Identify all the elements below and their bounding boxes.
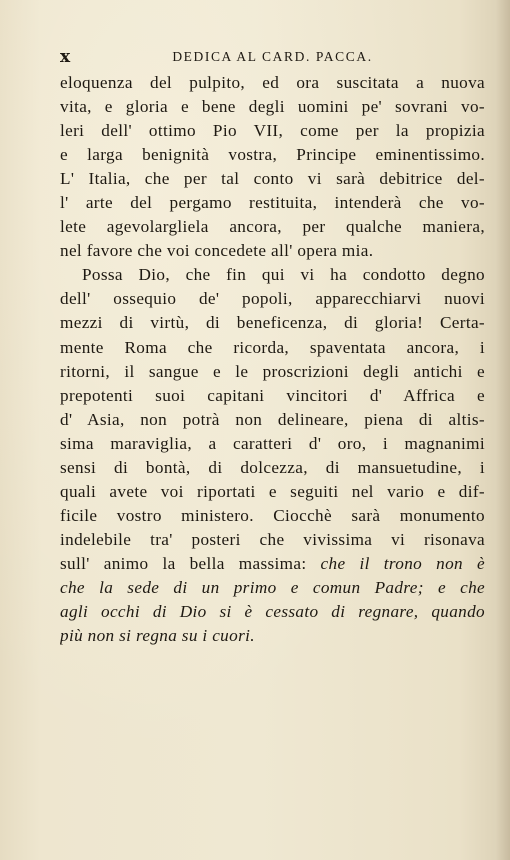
text-line <box>60 360 485 384</box>
text-line <box>60 624 485 648</box>
text-line <box>60 504 485 528</box>
text-segment: nel favore che voi concedete all' opera mia. <box>60 241 374 261</box>
page-number: x <box>60 47 71 67</box>
text-line <box>60 143 485 167</box>
text-segment: Possa Dio, che fin qui vi ha condotto degno <box>82 265 485 285</box>
text-line <box>60 95 485 119</box>
text-line <box>60 167 485 191</box>
text-segment: quali avete voi riportati e seguiti nel vario e dif- <box>60 481 485 501</box>
text-line <box>60 287 485 311</box>
italic-text-segment: che il trono non è <box>320 553 485 573</box>
text-line <box>60 215 485 239</box>
page-edge-shadow <box>496 0 510 860</box>
text-segment: leri dell' ottimo Pio VII, come per la propizia <box>60 121 485 141</box>
text-line <box>60 432 485 456</box>
body-text <box>60 71 485 648</box>
text-line <box>60 552 485 576</box>
text-segment: mente Roma che ricorda, spaventata ancora, i <box>60 337 485 357</box>
text-line <box>60 600 485 624</box>
running-head: DEDICA AL CARD. PACCA. <box>172 49 373 64</box>
text-segment: prepotenti suoi capitani vincitori d' Affrica e <box>60 385 485 405</box>
text-segment: l' arte del pergamo restituita, intenderà che vo- <box>60 193 485 213</box>
italic-text-segment: agli occhi di Dio si è cessato di regnare, quando <box>60 602 485 622</box>
text-line <box>60 119 485 143</box>
text-line <box>60 408 485 432</box>
text-segment: eloquenza del pulpito, ed ora suscitata a nuova <box>60 73 485 92</box>
text-line <box>60 384 485 408</box>
text-segment: indelebile tra' posteri che vivissima vi risonava <box>60 529 485 549</box>
text-segment: ficile vostro ministero. Ciocchè sarà monumento <box>60 505 485 525</box>
text-line <box>60 528 485 552</box>
text-line <box>60 263 485 287</box>
italic-text-segment: più non si regna su i cuori. <box>60 626 255 646</box>
text-segment: L' Italia, che per tal conto vi sarà debitrice del- <box>60 169 485 189</box>
text-segment: sima maraviglia, a caratteri d' oro, i magnanimi <box>60 433 485 453</box>
text-segment: sull' animo la bella massima: <box>60 553 321 573</box>
text-line <box>60 71 485 95</box>
italic-text-segment: che la sede di un primo e comun Padre; e che <box>60 577 485 597</box>
text-segment: lete agevolargliela ancora, per qualche maniera, <box>60 217 485 237</box>
text-line <box>60 576 485 600</box>
text-line <box>60 191 485 215</box>
text-line <box>60 456 485 480</box>
text-segment: dell' ossequio de' popoli, apparecchiarvi nuovi <box>60 289 485 309</box>
text-segment: e larga benignità vostra, Principe eminentissimo. <box>60 145 485 165</box>
text-segment: ritorni, il sangue e le proscrizioni degli antichi e <box>60 361 485 381</box>
text-line <box>60 311 485 335</box>
text-segment: d' Asia, non potrà non delineare, piena di altis- <box>60 409 485 429</box>
text-segment: mezzi di virtù, di beneficenza, di gloria! Certa- <box>60 313 485 333</box>
text-segment: vita, e gloria e bene degli uomini pe' sovrani vo- <box>60 97 485 117</box>
text-line <box>60 336 485 360</box>
text-line <box>60 480 485 504</box>
page-header <box>60 47 485 69</box>
text-segment: sensi di bontà, di dolcezza, di mansuetudine, i <box>60 457 485 477</box>
text-line <box>60 239 485 263</box>
